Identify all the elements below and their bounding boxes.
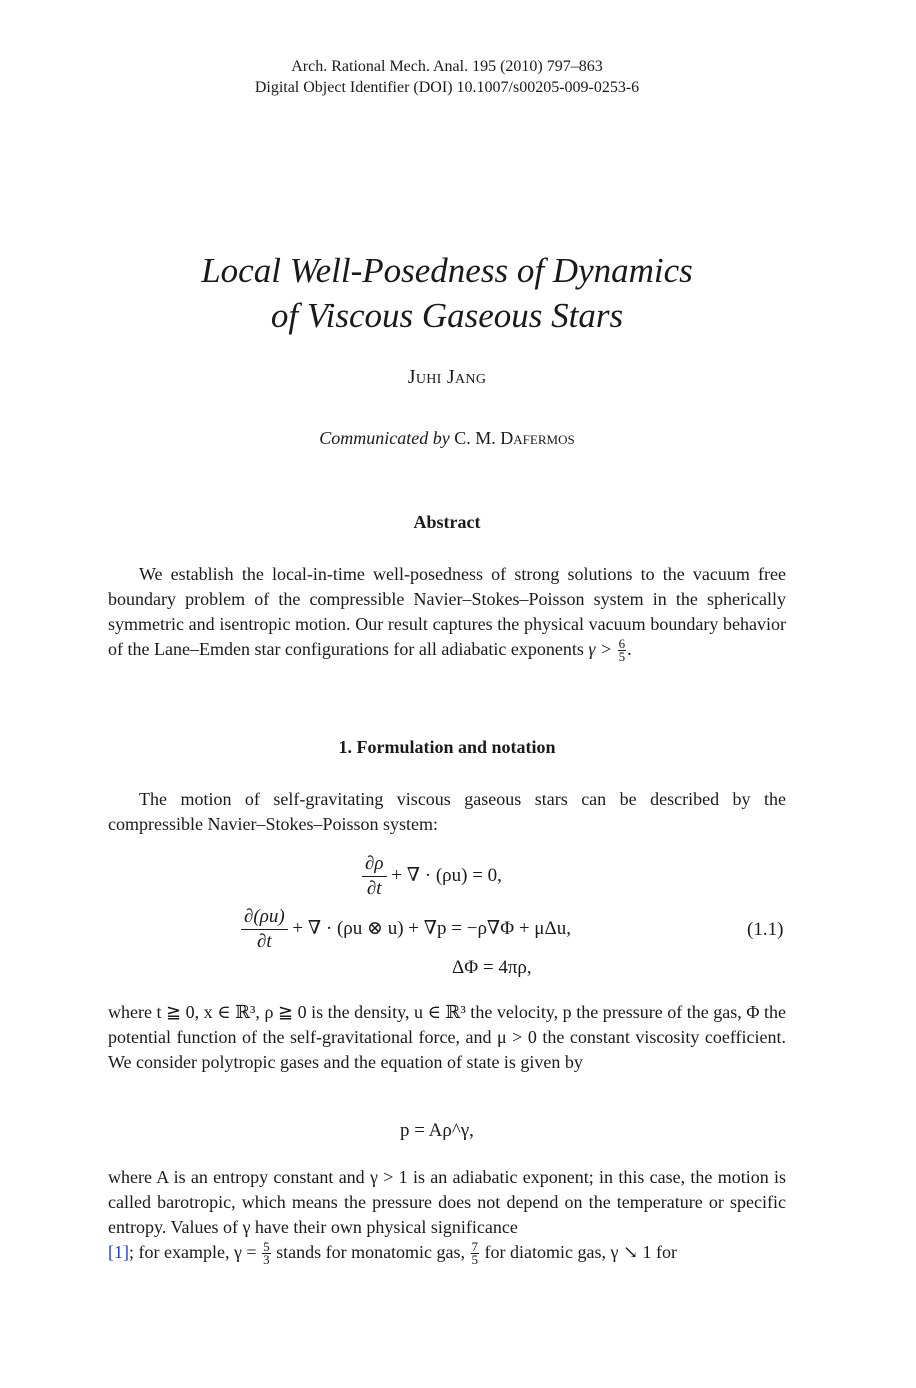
fraction-five-thirds: $\frac{5}{3}$ (263, 1239, 270, 1268)
equation-continuity: $\frac{\partial\rho}{\partial t}$ + ∇ · (ρu) = 0, (362, 852, 502, 901)
title-line-1: Local Well-Posedness of Dynamics (201, 251, 693, 290)
doi-line: Digital Object Identifier (DOI) 10.1007/s00205-009-0253-6 (254, 79, 640, 96)
adiabatic-paragraph: where A is an entropy constant and γ > 1 is an adiabatic exponent; in this case, the motion is called barotropic, which means the pressure does not depend on the temperature or specific entropy. Values of γ have their own physical significance [1]; for example, γ = $\frac{5}{3}$ stands for monatomic gas, $\frac{7}{5}$ for diatomic gas, γ ↘ 1 for (108, 1167, 786, 1268)
equation-number: (1.1) (747, 919, 784, 940)
gamma-condition: γ > (588, 639, 613, 659)
fraction-six-fifths: $\frac{6}{5}$ (618, 636, 626, 665)
communicated-by (0, 428, 894, 449)
where-paragraph: where t ≧ 0, x ∈ ℝ³, ρ ≧ 0 is the density, u ∈ ℝ³ the velocity, p the pressure of the gas, Φ the potential function of the self-gravitational force, and μ > 0 the constant viscosity coefficient. We consider polytropic gases and the equation of state is given by (108, 1002, 786, 1072)
equation-poisson: ΔΦ = 4πρ, (452, 957, 532, 978)
fraction-seven-fifths: $\frac{7}{5}$ (471, 1239, 479, 1268)
partial-fraction: $\frac{\partial(\rho u)}{\partial t}$ (241, 905, 288, 954)
equation-of-state: p = Aρ^γ, (400, 1120, 474, 1141)
section-heading: 1. Formulation and notation (338, 737, 556, 757)
partial-fraction: $\frac{\partial\rho}{\partial t}$ (362, 852, 387, 901)
communicated-prefix: Communicated by (319, 428, 450, 448)
equation-momentum: $\frac{\partial(\rho u)}{\partial t}$ + ∇ · (ρu ⊗ u) + ∇p = −ρ∇Φ + μΔu, (241, 905, 571, 954)
citation-link[interactable]: [1] (108, 1242, 129, 1262)
abstract-body: We establish the local-in-time well-posedness of strong solutions to the vacuum free boundary problem of the compressible Navier–Stokes–Poisson system in the spherically symmetric and isentropic motion. Our result captures the physical vacuum boundary behavior of the Lane–Emden star configurations for all adiabatic exponents (108, 564, 786, 659)
journal-header (0, 56, 894, 98)
author-name: Juhi Jang (407, 366, 487, 388)
paper-title (0, 248, 894, 338)
title-line-2: of Viscous Gaseous Stars (270, 296, 624, 335)
communicator-name: C. M. Dafermos (454, 428, 575, 448)
abstract-heading: Abstract (413, 512, 481, 532)
journal-citation: Arch. Rational Mech. Anal. 195 (2010) 797–863 (291, 58, 603, 75)
abstract-text: We establish the local-in-time well-posedness of strong solutions to the vacuum free boundary problem of the compressible Navier–Stokes–Poisson system in the spherically symmetric and isentropic motion. Our result captures the physical vacuum boundary behavior of the Lane–Emden star configurations for all adiabatic exponents γ > $\frac{6}{5}$ . (108, 564, 786, 665)
section-intro: The motion of self-gravitating viscous gaseous stars can be described by the compressible Navier–Stokes–Poisson system: (108, 789, 786, 834)
